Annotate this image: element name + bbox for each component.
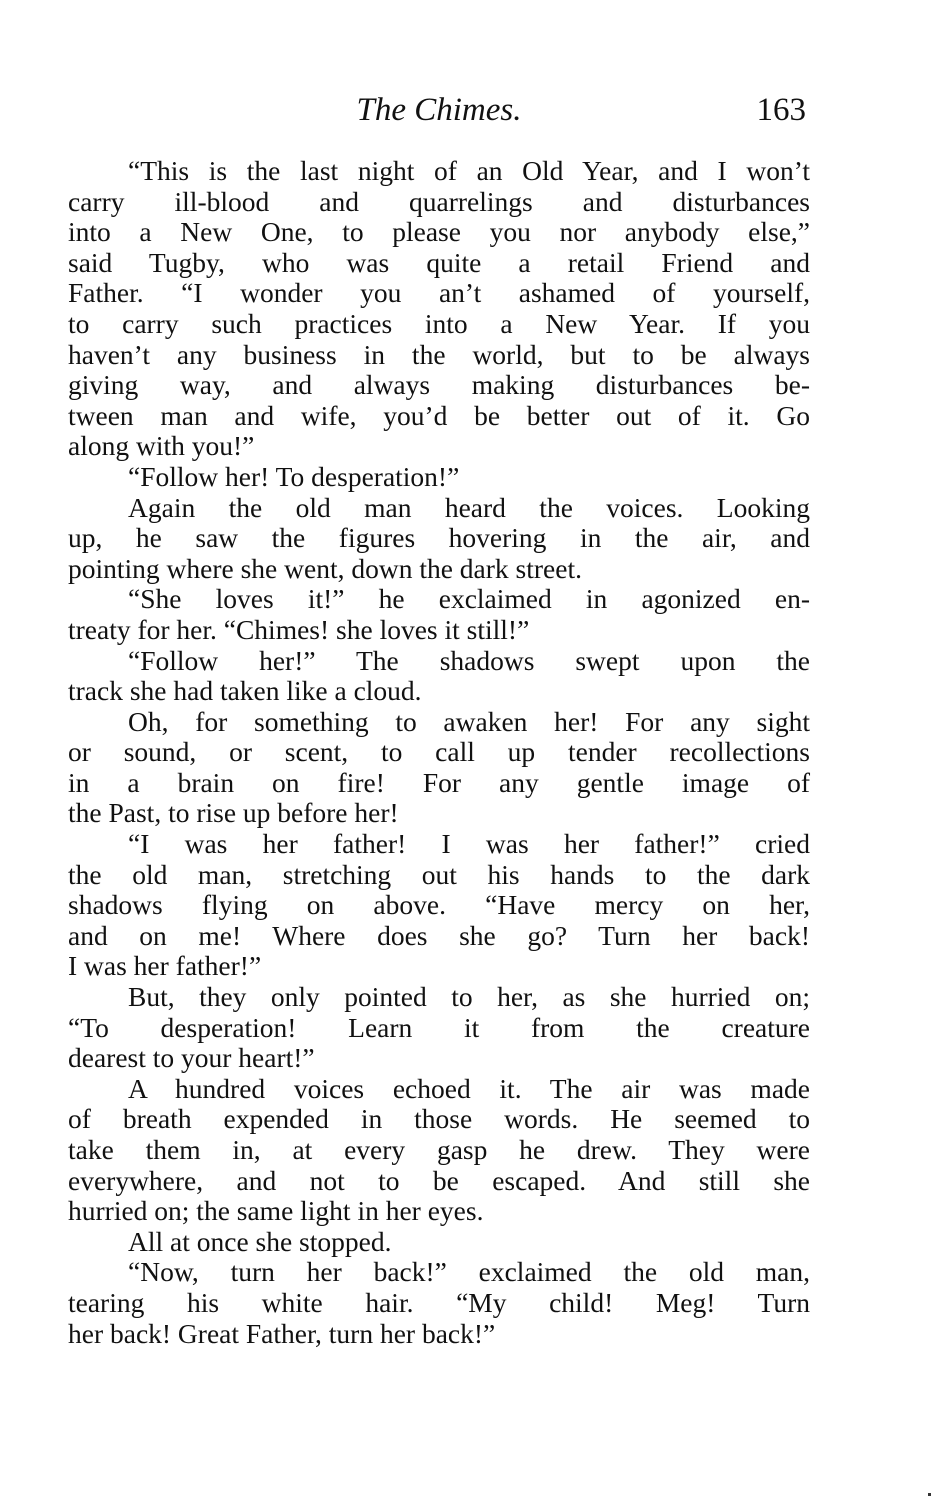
text-line: treaty for her. “Chimes! she loves it still!” (68, 613, 530, 645)
paragraph (68, 1257, 810, 1349)
text-line: carry ill-blood and quarrelings and disturbances (68, 185, 810, 217)
print-speck (928, 1493, 931, 1496)
text-line: Again the old man heard the voices. Looking (128, 491, 810, 523)
paragraph (68, 462, 810, 493)
paragraph (68, 829, 810, 982)
text-line: the old man, stretching out his hands to the dark (68, 858, 810, 890)
text-line: pointing where she went, down the dark street. (68, 552, 582, 584)
text-line: “Follow her!” The shadows swept upon the (128, 644, 810, 676)
text-line: “Follow her! To desperation!” (128, 460, 460, 492)
paragraph (68, 584, 810, 645)
text-line: “She loves it!” he exclaimed in agonized en- (128, 583, 810, 615)
running-title: The Chimes. (356, 92, 522, 128)
text-line: haven’t any business in the world, but to be always (68, 338, 810, 370)
paragraph (68, 707, 810, 829)
text-line: But, they only pointed to her, as she hurried on; (128, 981, 810, 1013)
text-line: “This is the last night of an Old Year, and I won’t (128, 155, 810, 186)
paragraph (68, 1074, 810, 1227)
text-line: All at once she stopped. (128, 1225, 392, 1257)
text-line: said Tugby, who was quite a retail Friend and (68, 246, 810, 278)
text-line: tearing his white hair. “My child! Meg! Turn (68, 1286, 810, 1318)
paragraph (68, 493, 810, 585)
text-line: track she had taken like a cloud. (68, 675, 422, 707)
text-line: and on me! Where does she go? Turn her back! (68, 919, 810, 951)
paragraph (68, 156, 810, 462)
page-number: 163 (756, 92, 806, 128)
text-line: her back! Great Father, turn her back!” (68, 1317, 496, 1349)
text-line: along with you!” (68, 430, 255, 462)
text-line: “To desperation! Learn it from the creature (68, 1011, 810, 1043)
text-line: Father. “I wonder you an’t ashamed of yourself, (68, 277, 810, 309)
running-head (68, 88, 810, 132)
text-line: Oh, for something to awaken her! For any sight (128, 705, 810, 737)
paragraph (68, 982, 810, 1074)
text-line: shadows flying on above. “Have mercy on her, (68, 889, 810, 921)
text-line: hurried on; the same light in her eyes. (68, 1195, 484, 1227)
text-line: dearest to your heart!” (68, 1042, 315, 1074)
text-line: everywhere, and not to be escaped. And still she (68, 1164, 810, 1196)
text-line: “Now, turn her back!” exclaimed the old man, (128, 1256, 810, 1288)
paragraph (68, 1227, 810, 1258)
text-line: the Past, to rise up before her! (68, 797, 399, 829)
body-text (68, 156, 810, 1349)
text-line: giving way, and always making disturbances be- (68, 369, 810, 401)
text-line: to carry such practices into a New Year. If you (68, 307, 810, 339)
text-line: of breath expended in those words. He seemed to (68, 1103, 810, 1135)
text-line: take them in, at every gasp he drew. They were (68, 1134, 810, 1165)
text-line: in a brain on fire! For any gentle image of (68, 766, 810, 798)
paragraph (68, 646, 810, 707)
text-line: tween man and wife, you’d be better out of it. Go (68, 399, 810, 431)
text-line: into a New One, to please you nor anybody else,” (68, 216, 810, 248)
text-line: up, he saw the figures hovering in the air, and (68, 522, 810, 554)
text-line: I was her father!” (68, 950, 262, 982)
text-line: or sound, or scent, to call up tender recollections (68, 736, 810, 768)
text-line: “I was her father! I was her father!” cried (128, 828, 810, 860)
book-page (68, 88, 810, 1349)
text-line: A hundred voices echoed it. The air was made (128, 1072, 810, 1104)
